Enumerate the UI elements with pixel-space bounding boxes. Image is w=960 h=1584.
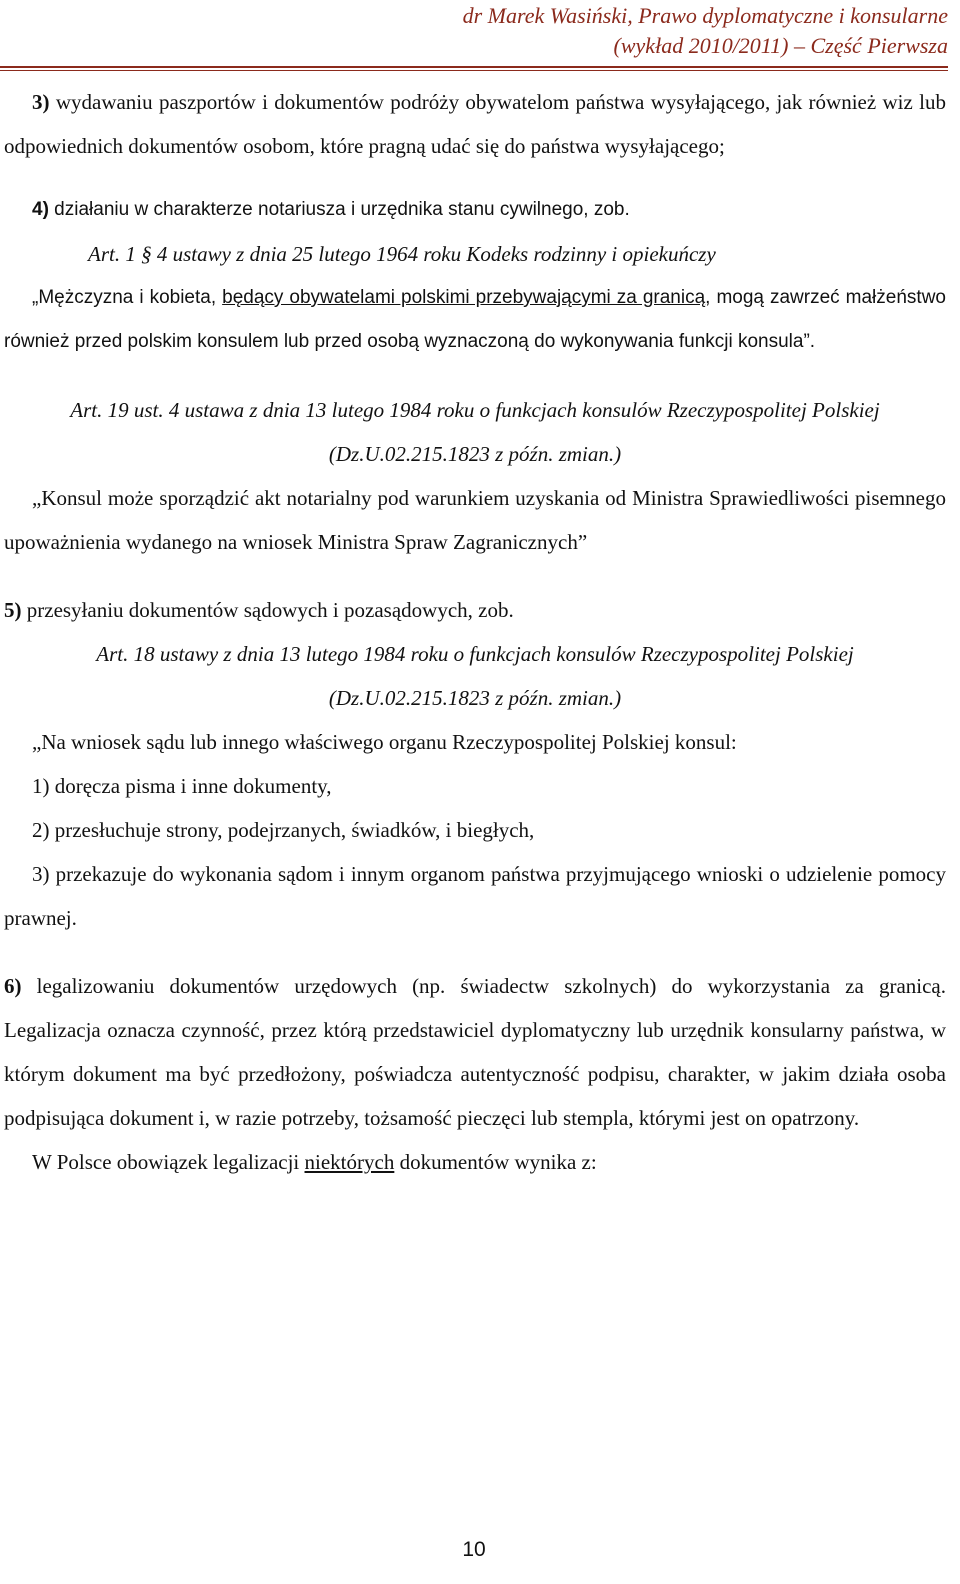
header-rule-thin	[0, 70, 948, 71]
paragraph-text: legalizowaniu dokumentów urzędowych (np. świadectw szkolnych) do wykorzystania za granicą. Legalizacja oznacza czynność, przez którą przedstawiciel dyplomatyczny lub urzędnik konsularny państwa, w którym dokument ma być przedłożony, poświadcza autentyczność podpisu, charakter, w jakim działa osoba podpisująca dokument i, w razie potrzeby, tożsamość pieczęci lub stempla, którymi jest on opatrzony.	[4, 974, 946, 1130]
header-rule	[0, 66, 948, 68]
item-number: 6)	[4, 974, 22, 998]
page-header	[0, 0, 948, 61]
item-number: 4)	[32, 199, 49, 220]
underlined-word: niektórych	[304, 1150, 395, 1174]
law-reference-art18: Art. 18 ustawy z dnia 13 lutego 1984 roku o funkcjach konsulów Rzeczypospolitej Polskiej (Dz.U.02.215.1823 z późn. zmian.)	[96, 642, 854, 710]
paragraph-4	[4, 188, 946, 232]
list-item: 1) doręcza pisma i inne dokumenty,	[32, 774, 332, 798]
paragraph-6	[4, 964, 946, 1140]
header-author-title: dr Marek Wasiński, Prawo dyplomatyczne i konsularne	[462, 3, 948, 28]
quote-art1: „Mężczyzna i kobieta, będący obywatelami polskimi przebywającymi za granicą, mogą zawrzeć małżeństwo również przed polskim konsulem lub przed osobą wyznaczoną do wykonywania funkcji konsula”.	[4, 287, 946, 352]
page-number: 10	[462, 1538, 486, 1561]
law-reference-art1: Art. 1 § 4 ustawy z dnia 25 lutego 1964 roku Kodeks rodzinny i opiekuńczy	[88, 242, 716, 266]
document-body	[4, 80, 946, 1184]
underlined-phrase: będący obywatelami polskimi przebywającymi za granicą	[222, 287, 706, 308]
item-number: 3)	[32, 90, 50, 114]
header-lecture: (wykład 2010/2011) – Część Pierwsza	[613, 33, 948, 58]
list-item: 3) przekazuje do wykonania sądom i innym organom państwa przyjmującego wnioski o udzielenie pomocy prawnej.	[4, 862, 946, 930]
law-reference-art19: Art. 19 ust. 4 ustawa z dnia 13 lutego 1984 roku o funkcjach konsulów Rzeczypospolitej Polskiej (Dz.U.02.215.1823 z późn. zmian.)	[70, 398, 880, 466]
paragraph-text: wydawaniu paszportów i dokumentów podróży obywatelom państwa wysyłającego, jak również wiz lub odpowiednich dokumentów osobom, które pragną udać się do państwa wysyłającego;	[4, 90, 946, 158]
paragraph-5	[4, 588, 946, 632]
list-item: 2) przesłuchuje strony, podejrzanych, świadków, i biegłych,	[32, 818, 535, 842]
paragraph-text: przesyłaniu dokumentów sądowych i pozasądowych, zob.	[21, 598, 514, 622]
quote-art18: „Na wniosek sądu lub innego właściwego organu Rzeczypospolitej Polskiej konsul:	[32, 730, 737, 754]
quote-art19: „Konsul może sporządzić akt notarialny pod warunkiem uzyskania od Ministra Sprawiedliwości pisemnego upoważnienia wydanego na wniosek Ministra Spraw Zagranicznych”	[4, 486, 946, 554]
item-number: 5)	[4, 598, 22, 622]
paragraph-text: działaniu w charakterze notariusza i urzędnika stanu cywilnego, zob.	[48, 199, 630, 220]
paragraph-3	[4, 80, 946, 168]
closing-paragraph: W Polsce obowiązek legalizacji niektórych dokumentów wynika z:	[32, 1150, 597, 1174]
